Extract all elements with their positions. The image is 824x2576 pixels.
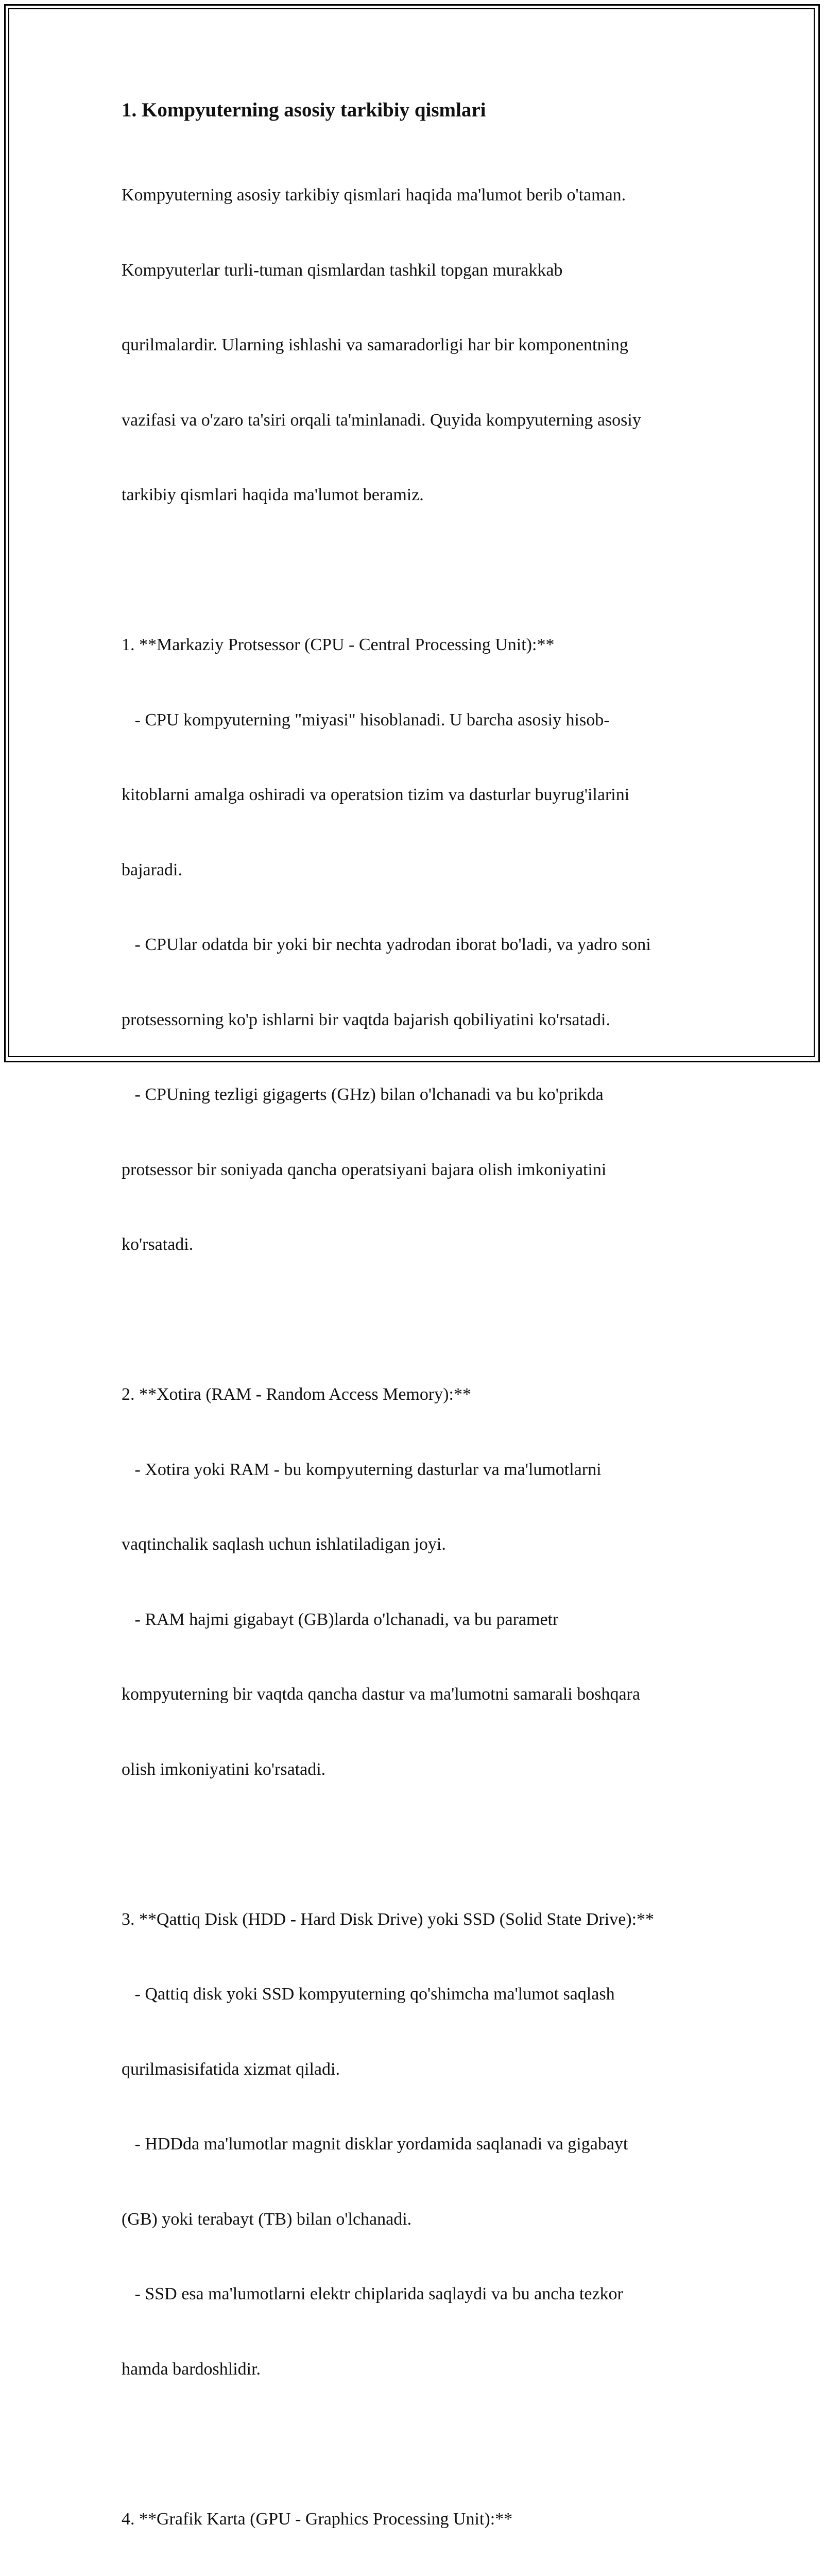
section-heading: 1. **Markaziy Protsessor (CPU - Central Processing Unit):** <box>122 635 555 654</box>
text-line: ko'rsatadi. <box>122 1235 194 1254</box>
text-line: (GB) yoki terabayt (TB) bilan o'lchanadi. <box>122 2209 412 2229</box>
text-line: qurilmalardir. Ularning ishlashi va samaradorligi har bir komponentning <box>122 335 628 354</box>
text-line: qurilmasisifatida xizmat qiladi. <box>122 2059 340 2079</box>
text-line: kitoblarni amalga oshiradi va operatsion tizim va dasturlar buyrug'ilarini <box>122 785 630 804</box>
blank-line <box>122 2432 714 2457</box>
text-line: - HDDda ma'lumotlar magnit disklar yordamida saqlanadi va gigabayt <box>122 2134 628 2154</box>
blank-line <box>122 1308 714 1333</box>
section-heading: 3. **Qattiq Disk (HDD - Hard Disk Drive) yoki SSD (Solid State Drive):** <box>122 1909 655 1929</box>
section-heading: 2. **Xotira (RAM - Random Access Memory):** <box>122 1385 471 1404</box>
text-line: tarkibiy qismlari haqida ma'lumot beramiz. <box>122 485 424 504</box>
text-line: Kompyuterlar turli-tuman qismlardan tashkil topgan murakkab <box>122 260 563 280</box>
text-line: - CPUning tezligi gigagerts (GHz) bilan o'lchanadi va bu ko'prikda <box>122 1085 604 1104</box>
text-line: hamda bardoshlidir. <box>122 2359 261 2379</box>
text-line: protsessorning ko'p ishlarni bir vaqtda bajarish qobiliyatini ko'rsatadi. <box>122 1010 610 1029</box>
text-line: - RAM hajmi gigabayt (GB)larda o'lchanadi, va bu parametr <box>122 1609 559 1629</box>
blank-line <box>122 1832 714 1857</box>
text-line: - CPU kompyuterning "miyasi" hisoblanadi. U barcha asosiy hisob- <box>122 710 610 730</box>
document-body <box>122 96 714 2576</box>
text-line: - Qattiq disk yoki SSD kompyuterning qo'shimcha ma'lumot saqlash <box>122 1985 615 2004</box>
text-line: olish imkoniyatini ko'rsatadi. <box>122 1759 326 1779</box>
text-block <box>122 133 714 2576</box>
page-title: 1. Kompyuterning asosiy tarkibiy qismlari <box>122 99 486 121</box>
text-line: - CPUlar odatda bir yoki bir nechta yadrodan iborat bo'ladi, va yadro soni <box>122 935 651 954</box>
text-line: bajaradi. <box>122 860 182 879</box>
text-line: Kompyuterning asosiy tarkibiy qismlari haqida ma'lumot berib o'taman. <box>122 185 626 205</box>
section-heading: 4. **Grafik Karta (GPU - Graphics Processing Unit):** <box>122 2509 513 2529</box>
text-line: - SSD esa ma'lumotlarni elektr chiplarida saqlaydi va bu ancha tezkor <box>122 2284 623 2303</box>
blank-line <box>122 558 714 583</box>
text-line: vaqtinchalik saqlash uchun ishlatiladigan joyi. <box>122 1535 446 1554</box>
text-line: protsessor bir soniyada qancha operatsiyani bajara olish imkoniyatini <box>122 1160 607 1179</box>
text-line: vazifasi va o'zaro ta'siri orqali ta'minlanadi. Quyida kompyuterning asosiy <box>122 410 641 430</box>
text-line: kompyuterning bir vaqtda qancha dastur va ma'lumotni samarali boshqara <box>122 1685 640 1704</box>
text-line: - Xotira yoki RAM - bu kompyuterning dasturlar va ma'lumotlarni <box>122 1460 602 1479</box>
